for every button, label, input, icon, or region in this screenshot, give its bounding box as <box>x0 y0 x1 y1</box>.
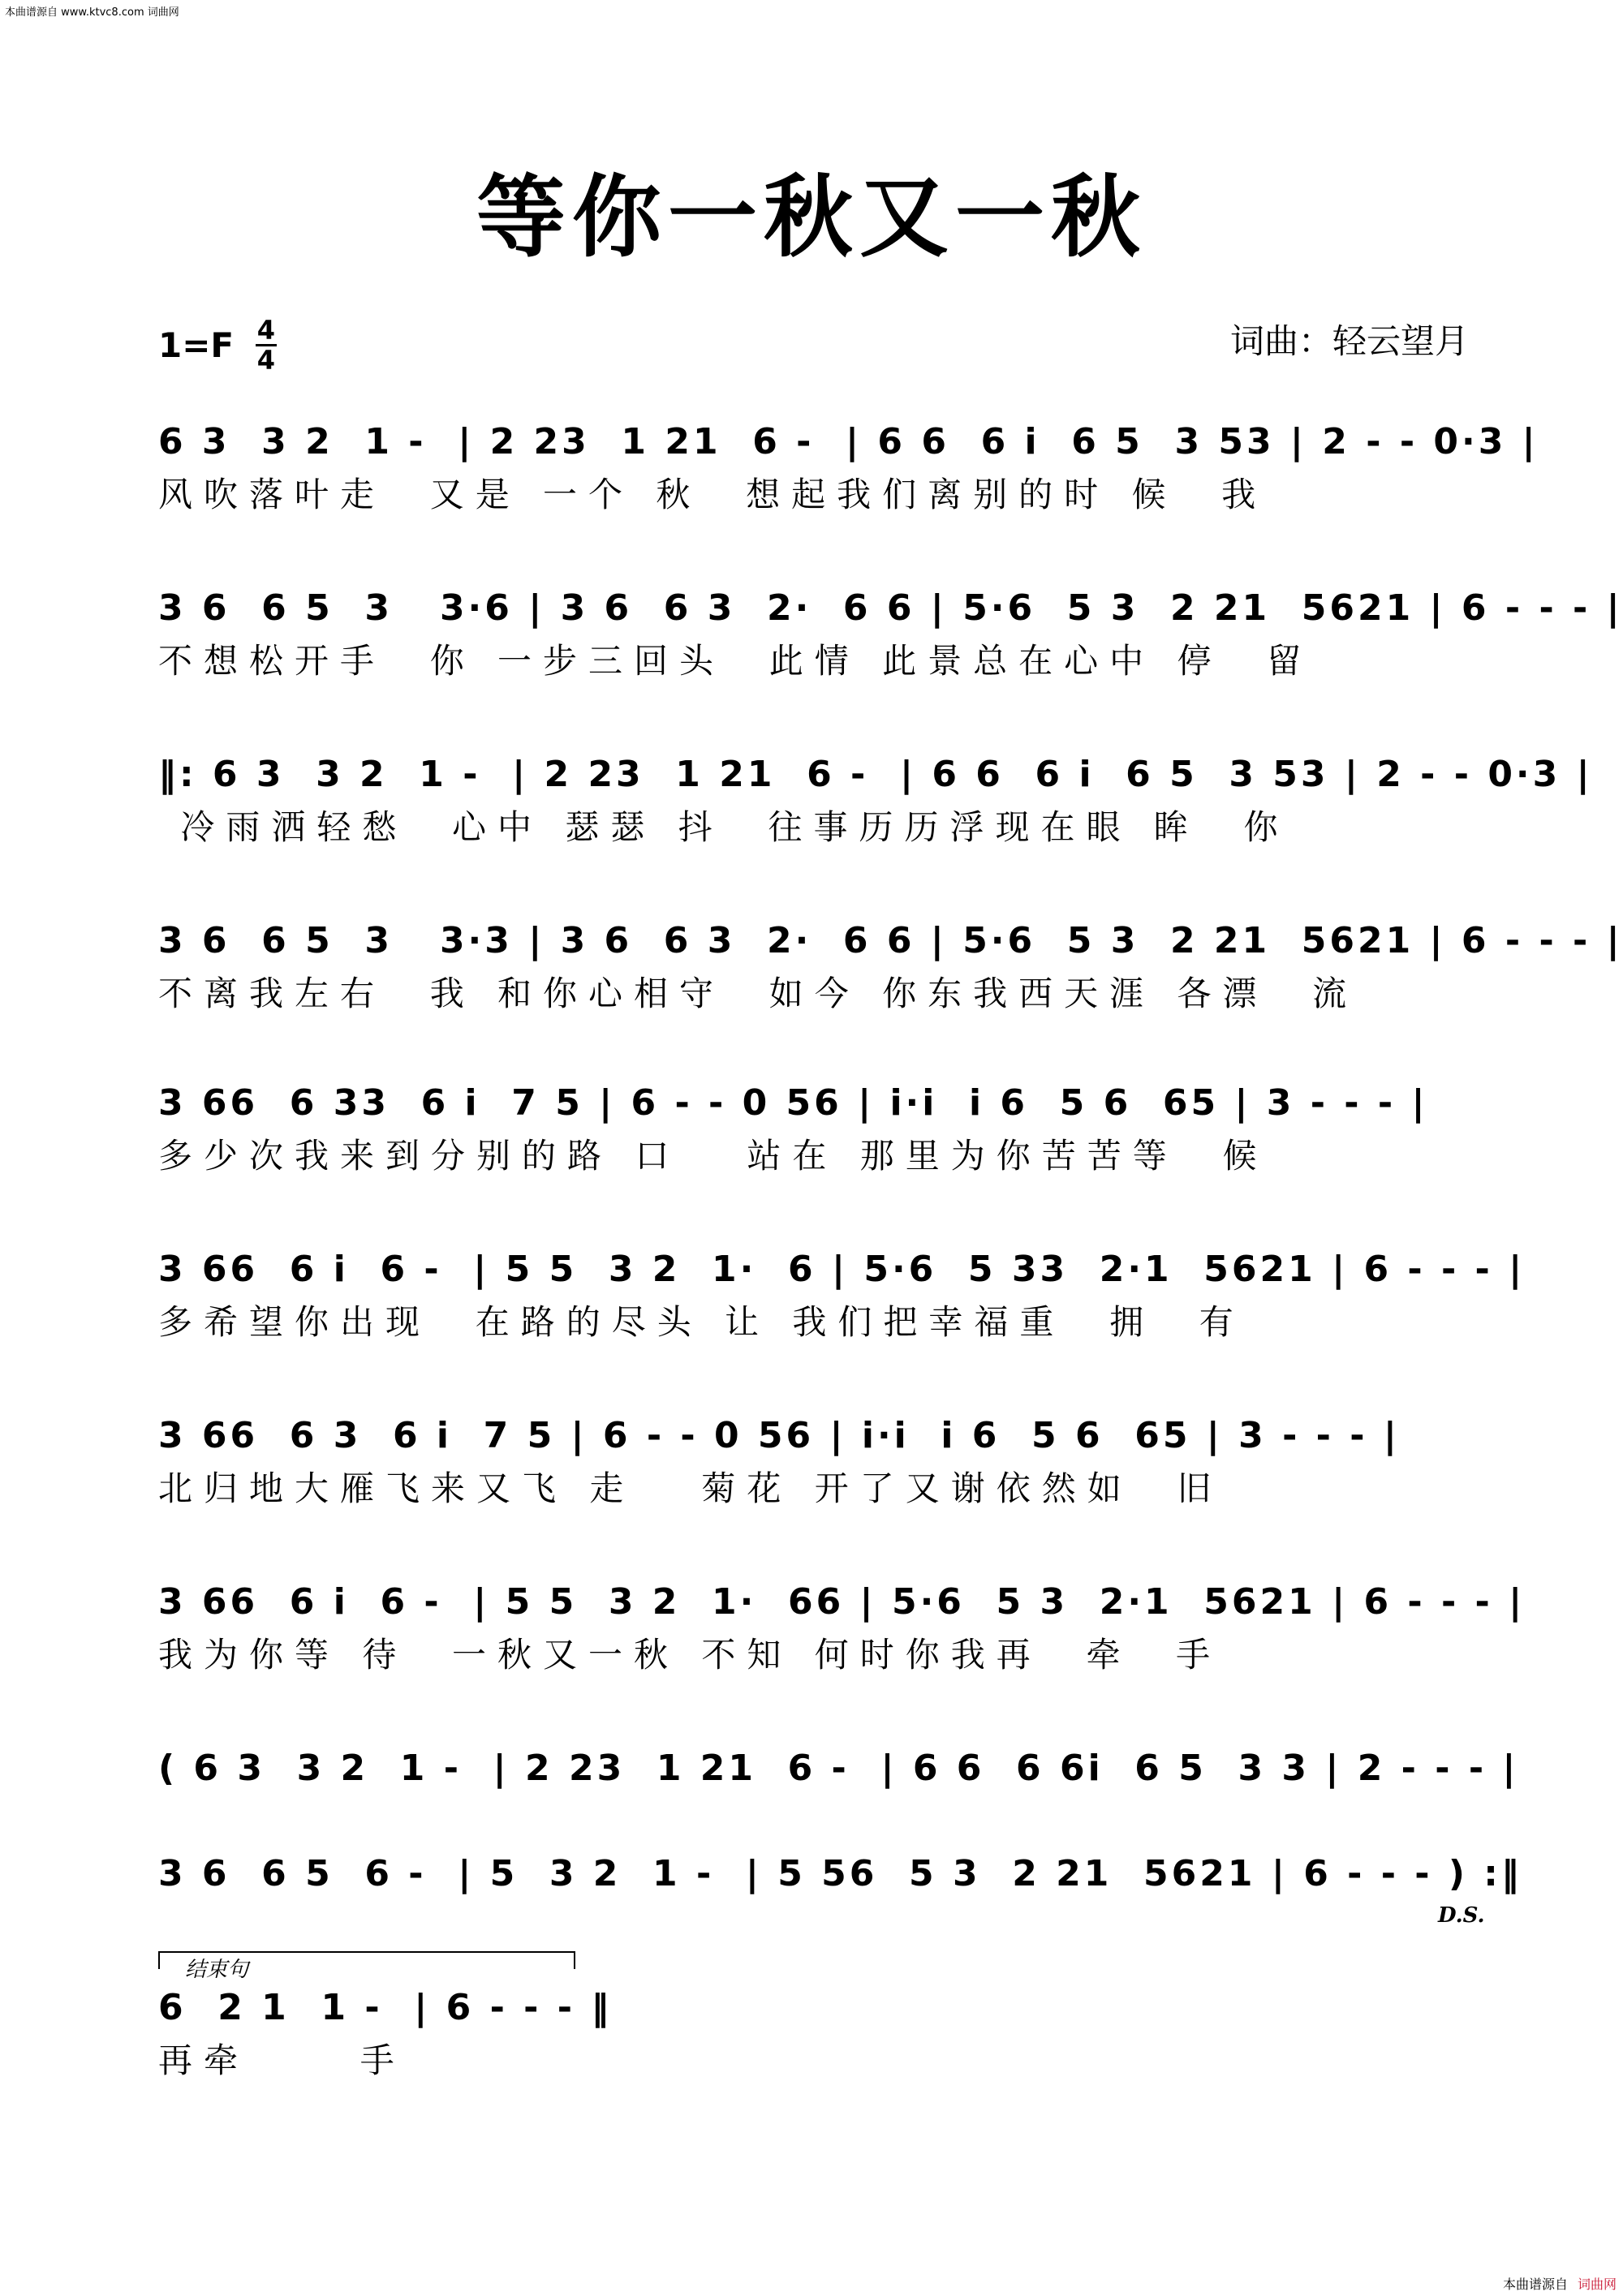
source-header: 本曲谱源自 www.ktvc8.com 词曲网 <box>5 6 179 19</box>
song-title: 等你一秋又一秋 <box>476 165 1147 269</box>
time-bottom: 4 <box>256 345 275 376</box>
notes: 3 6 6 5 3 3·6 | 3 6 6 3 2· 6 6 | 5·6 5 3 2 21 5621 | 6 - - - | <box>158 587 1623 629</box>
lyrics: 北归地大雁飞来又飞 走 菊花 开了又谢依然如 旧 <box>158 1468 1223 1508</box>
time-signature <box>257 316 275 374</box>
da-segno-mark: D.S. <box>1438 1903 1485 1928</box>
notes: 3 6 6 5 6 - | 5 3 2 1 - | 5 56 5 3 2 21 5621 | 6 - - - ) :‖ <box>158 1853 1522 1894</box>
lyrics: 冷雨洒轻愁 心中 瑟瑟 抖 往事历历浮现在眼 眸 你 <box>158 807 1289 847</box>
notes: ( 6 3 3 2 1 - | 2 23 1 21 6 - | 6 6 6 6i 6 5 3 3 | 2 - - - | <box>158 1748 1519 1789</box>
notes: 3 66 6 i 6 - | 5 5 3 2 1· 6 | 5·6 5 33 2·1 5621 | 6 - - - | <box>158 1249 1526 1290</box>
footer-brand: 词曲网 <box>1577 2277 1617 2292</box>
lyrics: 不离我左右 我 和你心相守 如今 你东我西天涯 各漂 流 <box>158 974 1358 1013</box>
lyrics: 不想松开手 你 一步三回头 此情 此景总在心中 停 留 <box>158 641 1313 681</box>
time-top: 4 <box>256 315 275 346</box>
notes: 3 66 6 33 6 i 7 5 | 6 - - 0 56 | i·i i 6 5 6 65 | 3 - - - | <box>158 1082 1428 1124</box>
lyrics: 多希望你出现 在路的尽头 让 我们把幸福重 拥 有 <box>158 1302 1245 1342</box>
lyrics: 我为你等 待 一秋又一秋 不知 何时你我再 牵 手 <box>158 1635 1222 1675</box>
lyrics: 风吹落叶走 又是 一个 秋 想起我们离别的时 候 我 <box>158 475 1268 514</box>
lyrics: 再牵 手 <box>158 2040 406 2080</box>
notes: 3 66 6 3 6 i 7 5 | 6 - - 0 56 | i·i i 6 5 6 65 | 3 - - - | <box>158 1415 1400 1456</box>
notes: 6 2 1 1 - | 6 - - - ‖ <box>158 1987 613 2028</box>
credit: 词曲：轻云望月 <box>1229 321 1469 361</box>
key-text: 1=F <box>158 325 235 365</box>
key-signature <box>158 316 275 374</box>
notes: 3 66 6 i 6 - | 5 5 3 2 1· 66 | 5·6 5 3 2·1 5621 | 6 - - - | <box>158 1581 1526 1623</box>
notes: 3 6 6 5 3 3·3 | 3 6 6 3 2· 6 6 | 5·6 5 3 2 21 5621 | 6 - - - | <box>158 920 1623 961</box>
footer-source: 本曲谱源自 <box>1502 2277 1568 2292</box>
footer <box>1503 2274 1617 2293</box>
notes: ‖: 6 3 3 2 1 - | 2 23 1 21 6 - | 6 6 6 i 6 5 3 53 | 2 - - 0·3 | <box>158 754 1593 795</box>
notes: 6 3 3 2 1 - | 2 23 1 21 6 - | 6 6 6 i 6 5 3 53 | 2 - - 0·3 | <box>158 421 1539 462</box>
lyrics: 多少次我来到分别的路 口 站在 那里为你苦苦等 候 <box>158 1136 1268 1176</box>
ending-label: 结束句 <box>185 1958 249 1982</box>
